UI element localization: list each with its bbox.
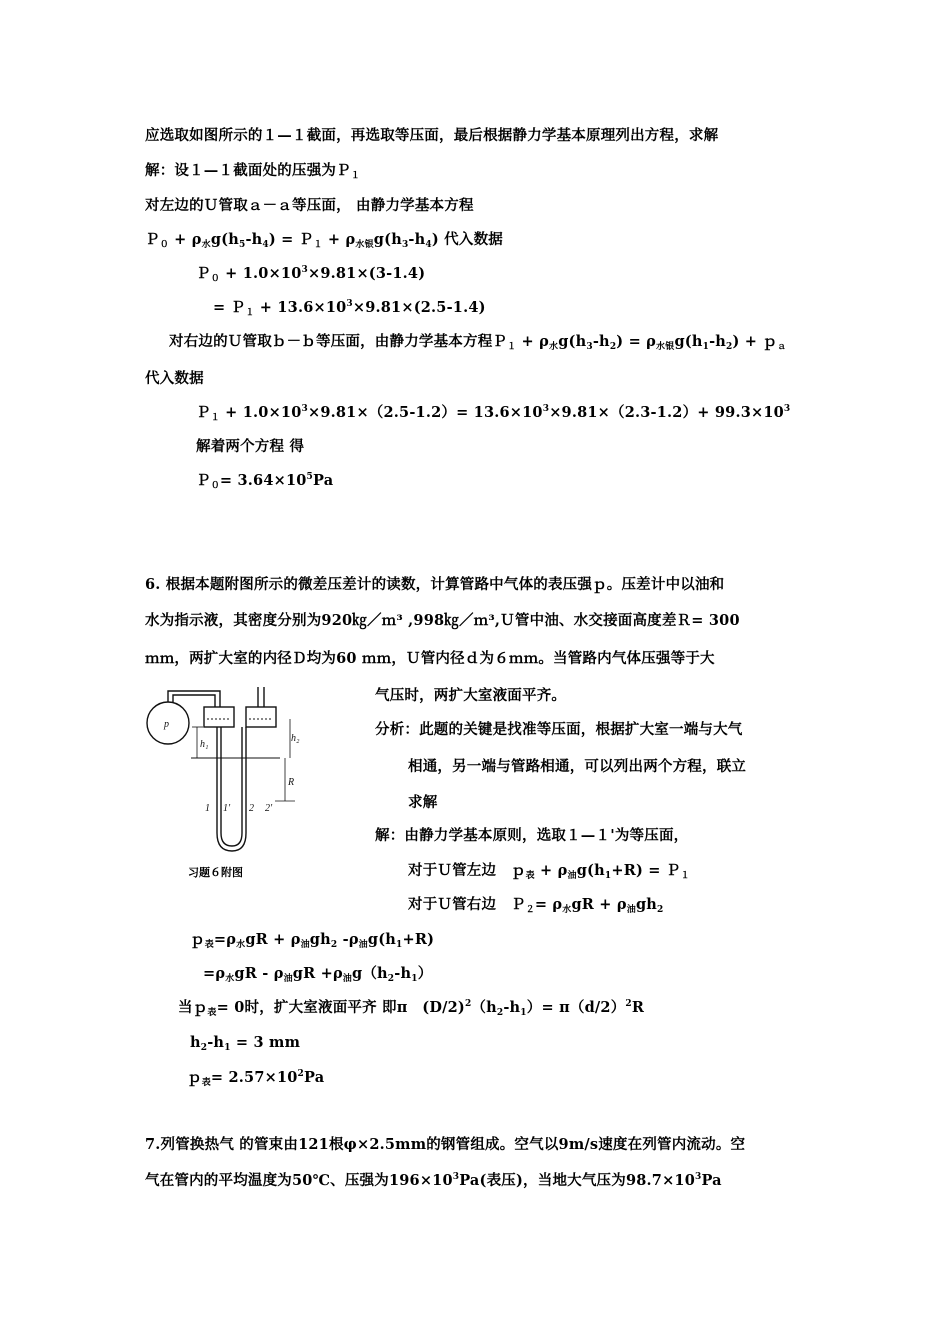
- equation-2: Ｐ$_0$ + $1.0\times 10^3\times 9.81\times(3-1.4)$: [196, 265, 426, 284]
- solve-both-line: 解着两个方程 得: [196, 438, 305, 455]
- equation-4: Ｐ$_1$ + $1.0\times 10^3\times 9.81\times(2.5-1.2)= 13.6\times 10^3\times 9.81\times(2.3-1.2)+ 99.3\times 10^3$: [196, 404, 791, 423]
- substitute-line: 代入数据: [145, 370, 204, 387]
- solution-line-2: 对于Ｕ管左边 ｐ$_表$ + $\rho_油g(h_1+R)$ = Ｐ$_1$: [408, 862, 690, 881]
- label-2: 2: [249, 803, 254, 814]
- solution-line-3: 对于Ｕ管右边 Ｐ$_2$= $\rho_水gR + \rho_油gh_2$: [408, 896, 664, 915]
- label-2prime: 2': [265, 803, 273, 814]
- left-chamber: [204, 707, 234, 727]
- label-h1: h₁: [200, 739, 209, 750]
- equation-simplified: $=\rho_水gR - \rho_油gR +\rho_油g(h_2-h_1)$: [203, 965, 433, 984]
- equation-1: Ｐ$_0$ + $\rho_水g(h_5-h_4)$ = Ｐ$_1$ + $\rho_{水银}g(h_3-h_4)$ 代入数据: [145, 231, 503, 250]
- analysis-line-2: 相通，另一端与管路相通，可以列出两个方程，联立: [408, 758, 747, 775]
- label-p: p: [164, 719, 169, 730]
- equation-condition: 当ｐ$_表$= 0时，扩大室液面平齐 即π $(D/2)^2(h_2-h_1)= \pi(d/2)^2R$: [178, 999, 645, 1018]
- equation-result: ｐ$_表$= $2.57\times 10^2Pa$: [187, 1069, 325, 1088]
- problem6-line-2: 水为指示液，其密度分别为920㎏／ｍ³ ,998㎏／ｍ³,Ｕ管中油、水交接面高度差Ｒ= 300: [145, 612, 740, 629]
- right-u-line: 对右边的Ｕ管取ｂ－ｂ等压面，由静力学基本方程Ｐ$_1$ + $\rho_水g(h_3-h_2) = \rho_{水银}g(h_1-h_2)$ + ｐ$_a$: [169, 333, 787, 352]
- analysis-line-3: 求解: [408, 794, 438, 811]
- label-1prime: 1': [223, 803, 231, 814]
- result-p0: Ｐ$_0$= $3.64\times 10^5Pa$: [196, 472, 334, 491]
- solve-line-a: 解：设１—１截面处的压强为Ｐ$_1$: [145, 162, 361, 181]
- label-h2: h₂: [291, 733, 300, 744]
- problem6-line-1: 6. 根据本题附图所示的微差压差计的读数，计算管路中气体的表压强ｐ。压差计中以油和: [145, 576, 725, 593]
- problem6-line-4: 气压时，两扩大室液面平齐。: [375, 687, 567, 704]
- solution-line-1: 解：由静力学基本原则，选取１—１'为等压面，: [375, 827, 689, 844]
- label-R: R: [288, 777, 295, 788]
- figure-caption: 习题６附图: [188, 866, 243, 879]
- left-u-line: 对左边的Ｕ管取ａ－ａ等压面， 由静力学基本方程: [145, 197, 474, 214]
- intro-line: 应选取如图所示的１—１截面，再选取等压面，最后根据静力学基本原理列出方程，求解: [145, 127, 719, 144]
- problem6-line-3: ｍｍ，两扩大室的内径Ｄ均为60 ｍｍ，Ｕ管内径ｄ为６ｍｍ。当管路内气体压强等于大: [145, 650, 715, 667]
- equation-p-gauge: $p_表=\rho_水gR + \rho_油gh_2$ $-\rho_油g(h_1+R)$: [190, 931, 435, 950]
- analysis-line-1: 分析：此题的关键是找准等压面，根据扩大室一端与大气: [375, 721, 743, 738]
- right-chamber: [246, 707, 276, 727]
- problem7-line-1: 7.列管换热气 的管束由121根φ×2.5mm的钢管组成。空气以9m/s速度在列管内流动。空: [145, 1136, 746, 1153]
- label-1: 1: [205, 803, 210, 814]
- equation-3: = Ｐ$_1$ + $13.6\times 10^3\times 9.81\times(2.5-1.4)$: [213, 299, 486, 318]
- equation-h-diff: $h_2-h_1 = 3$ mm: [190, 1034, 301, 1053]
- differential-manometer-figure: [145, 683, 305, 855]
- problem7-line-2: 气在管内的平均温度为50℃、压强为$196\times 10^3Pa$(表压)，当地大气压为$98.7\times 10^3Pa$: [145, 1172, 722, 1189]
